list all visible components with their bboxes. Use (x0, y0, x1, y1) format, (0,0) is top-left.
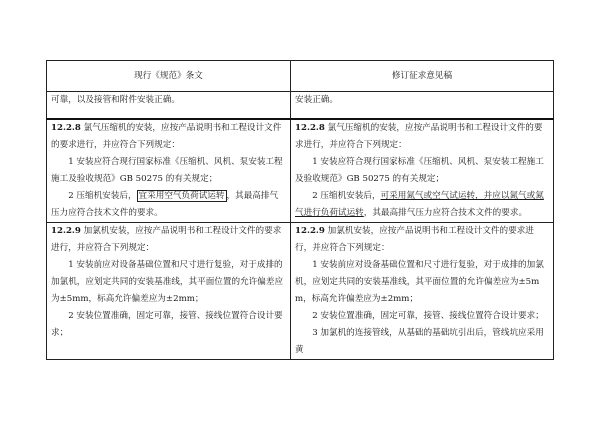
cell-revision (291, 223, 554, 360)
boxed-deleted-text: 宜采用空气负荷试运转 (138, 191, 225, 201)
clause-12-2-8: 12.2.8 氯气压缩机的安装，应按产品说明书和工程设计文件的要求进行，并应符合下列规定： (295, 123, 543, 150)
clause-item: 3 加氯机的连接管线，从基础的基础坑引出后，管线坑应采用黄 (295, 328, 544, 355)
cell-current: 可靠，以及接管和附件安装正确。 (47, 92, 291, 120)
clause-item: 2 安装位置准确，固定可靠，接管、接线位置符合设计要求； (51, 311, 283, 338)
table-row (47, 92, 554, 120)
header-revision-draft: 修订征求意见稿 (291, 61, 554, 92)
cell-current (47, 119, 291, 223)
table-row (47, 223, 554, 360)
clause-12-2-9: 12.2.9 加氯机安装，应按产品说明书和工程设计文件的要求进行，并应符合下列规定： (295, 226, 534, 253)
clause-item: 1 安装前应对设备基础位置和尺寸进行复验，对于成排的加氯机，应划定共同的安装基准线，其平面位置的允许偏差应为±5mm，标高允许偏差应为±2mm； (51, 260, 284, 304)
comparison-table (46, 60, 554, 360)
header-current-spec: 现行《规范》条文 (47, 61, 291, 92)
clause-item: 1 安装应符合现行国家标准《压缩机、风机、泵安装工程施工及验收规范》GB 50275 的有关规定； (51, 157, 283, 184)
cell-current (47, 223, 291, 360)
clause-item: 1 安装应符合现行国家标准《压缩机、风机、泵安装工程施工及验收规范》GB 50275 的有关规定； (295, 157, 544, 184)
cell-revision: 安装正确。 (291, 92, 554, 120)
clause-12-2-9: 12.2.9 加氯机安装，应按产品说明书和工程设计文件的要求进行，并应符合下列规定： (51, 226, 282, 253)
clause-item: 2 压缩机安装后，可采用氮气或空气试运转，并应以氮气或氮气进行负荷试运转，其最高排气压力应符合技术文件的要求。 (295, 191, 544, 218)
clause-item: 2 安装位置准确，固定可靠，接管、接线位置符合设计要求； (312, 311, 544, 321)
table-row (47, 119, 554, 223)
clause-item: 2 压缩机安装后， 宜采用空气负荷试运转 ，其最高排气压力应符合技术文件的要求。 (51, 191, 279, 218)
table-header-row (47, 61, 554, 92)
clause-12-2-8: 12.2.8 氯气压缩机的安装，应按产品说明书和工程设计文件的要求进行，并应符合下列规定： (51, 123, 282, 150)
cell-revision (291, 119, 554, 223)
clause-item: 1 安装前应对设备基础位置和尺寸进行复验，对于成排的加氯机，应划定共同的安装基准线，其平面位置的允许偏差应为±5mm，标高允许偏差应为±2mm； (295, 260, 544, 304)
underlined-revision-text: 可采用氮气或空气试运转，并应以氮气或氮气进行负荷试运转 (295, 191, 544, 218)
